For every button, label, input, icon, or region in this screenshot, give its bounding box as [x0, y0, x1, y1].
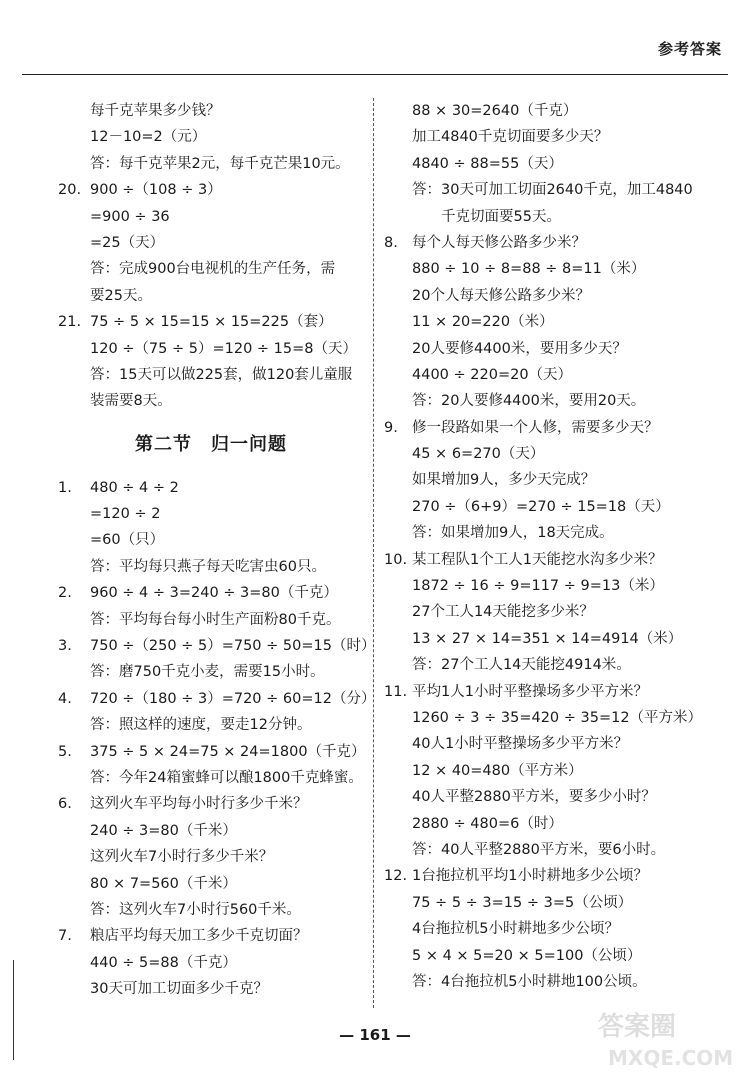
answer-line: [384, 863, 730, 889]
question-number: 1.: [58, 479, 72, 496]
answer-text: 粮店平均每天加工多少千克切面？: [90, 928, 308, 945]
header-rule: [22, 74, 728, 75]
answer-text: 答：这列火车7小时行560千米。: [90, 901, 301, 918]
answer-line: [384, 837, 730, 863]
answer-text: 12 × 40=480（平方米）: [412, 762, 583, 779]
answer-text: 880 ÷ 10 ÷ 8=88 ÷ 8=11（米）: [412, 261, 646, 278]
answer-line: [384, 547, 730, 573]
section-heading: 第二节 归一问题: [135, 433, 287, 455]
answer-line: [384, 98, 730, 124]
answer-text: 每个人每天修公路多少米？: [412, 234, 586, 251]
answer-line: [58, 765, 364, 791]
answer-text: 13 × 27 × 14=351 × 14=4914（米）: [412, 630, 683, 647]
answer-line: [384, 441, 730, 467]
answer-text: 11 × 20=220（米）: [412, 314, 554, 331]
answer-text: 这列火车平均每小时行多少千米？: [90, 796, 308, 813]
answer-line: [384, 336, 730, 362]
answer-line: [58, 712, 364, 738]
answer-line: [384, 652, 730, 678]
answer-line: [58, 256, 364, 282]
answer-text: 1台拖拉机平均1小时耕地多少公顷？: [412, 868, 648, 885]
answer-text: 27个工人14天能挖多少米？: [412, 604, 594, 621]
answer-line: [58, 501, 364, 527]
answer-line: [58, 897, 364, 923]
answer-line: [384, 679, 730, 705]
answer-line: [384, 151, 730, 177]
answer-text: 480 ÷ 4 ÷ 2: [90, 479, 179, 496]
answer-text: 如果增加9人，多少天完成？: [412, 472, 596, 489]
answer-line: [384, 230, 730, 256]
answer-text: 960 ÷ 4 ÷ 3=240 ÷ 3=80（千克）: [90, 585, 338, 602]
answer-text: 20个人每天修公路多少米？: [412, 287, 590, 304]
answer-line: [58, 527, 364, 553]
answer-line: [58, 818, 364, 844]
answer-text: =60（只）: [90, 532, 165, 549]
answer-text: 答：今年24箱蜜蜂可以酿1800千克蜂蜜。: [90, 769, 363, 786]
answer-line: [384, 943, 730, 969]
answer-text: 答：4台拖拉机5小时耕地100公顷。: [412, 973, 647, 990]
answer-line: [58, 230, 364, 256]
page-header-title: 参考答案: [657, 40, 722, 58]
question-number: 9.: [384, 419, 398, 436]
answer-line: [384, 969, 730, 995]
answer-text: 这列火车7小时行多少千米？: [90, 849, 274, 866]
answer-text: 750 ÷（250 ÷ 5）=750 ÷ 50=15（时）: [90, 638, 376, 655]
answer-text: 5 × 4 × 5=20 × 5=100（公顷）: [412, 947, 642, 964]
watermark-line2: MXQE.COM: [608, 1046, 734, 1070]
question-number: 20.: [58, 182, 82, 199]
answer-line: [58, 362, 364, 388]
answer-line: [384, 309, 730, 335]
answer-text: 答：平均每台每小时生产面粉80千克。: [90, 611, 341, 628]
question-number: 5.: [58, 743, 72, 760]
answer-line: [58, 659, 364, 685]
answer-line: [384, 362, 730, 388]
answer-text: 900 ÷（108 ÷ 3）: [90, 182, 222, 199]
question-number: 10.: [384, 551, 408, 568]
answer-text: 千克切面要55天。: [412, 208, 561, 225]
margin-bar: [13, 960, 14, 1060]
answer-line: [384, 204, 730, 230]
answer-line: [384, 599, 730, 625]
answer-text: 12－10=2（元）: [90, 129, 207, 146]
answer-text: 答：每千克苹果2元，每千克芒果10元。: [90, 155, 350, 172]
answer-text: =900 ÷ 36: [90, 208, 170, 225]
answer-text: 装需要8天。: [90, 393, 172, 410]
answer-text: 答：27个工人14天能挖4914米。: [412, 657, 631, 674]
answer-line: [384, 520, 730, 546]
answer-text: 答：完成900台电视机的生产任务，需: [90, 261, 336, 278]
answer-text: 40人1小时平整操场多少平方米？: [412, 736, 629, 753]
answer-line: [384, 467, 730, 493]
question-number: 3.: [58, 638, 72, 655]
answer-line: [58, 580, 364, 606]
answer-text: 75 ÷ 5 × 15=15 × 15=225（套）: [90, 314, 333, 331]
answer-text: 某工程队1个工人1天能挖水沟多少米？: [412, 551, 663, 568]
answer-line: [384, 283, 730, 309]
answer-text: 75 ÷ 5 ÷ 3=15 ÷ 3=5（公顷）: [412, 894, 633, 911]
answer-line: [58, 204, 364, 230]
answer-line: [58, 177, 364, 203]
answer-line: [58, 309, 364, 335]
answer-text: 88 × 30=2640（千克）: [412, 103, 578, 119]
answer-line: [384, 177, 730, 203]
answer-text: 4840 ÷ 88=55（天）: [412, 155, 563, 172]
answer-text: =120 ÷ 2: [90, 506, 161, 523]
answer-line: [58, 686, 376, 712]
answer-line: [384, 388, 730, 414]
answer-text: 40人平整2880平方米，要多少小时？: [412, 789, 656, 806]
answer-text: 答：如果增加9人，18天完成。: [412, 525, 614, 542]
question-number: 7.: [58, 928, 72, 945]
answer-line: [384, 890, 730, 916]
page-number: — 161 —: [339, 1026, 411, 1044]
answer-line: [58, 791, 364, 817]
answer-text: 270 ÷（6+9）=270 ÷ 15=18（天）: [412, 498, 670, 515]
question-number: 21.: [58, 314, 82, 331]
answer-line: [58, 739, 364, 765]
answer-line: [384, 705, 730, 731]
answer-text: 4台拖拉机5小时耕地多少公顷？: [412, 921, 619, 938]
answer-line: [58, 976, 364, 1002]
answer-text: 375 ÷ 5 × 24=75 × 24=1800（千克）: [90, 743, 366, 760]
answer-line: [384, 916, 730, 942]
answer-line: [58, 336, 364, 362]
question-number: 6.: [58, 796, 72, 813]
answer-line: [384, 811, 730, 837]
answer-line: [58, 554, 364, 580]
answer-line: [58, 633, 376, 659]
answer-line: [384, 573, 730, 599]
answer-line: [384, 494, 730, 520]
column-divider: [373, 98, 374, 1008]
answer-text: 答：30天可加工切面2640千克，加工4840: [412, 182, 693, 199]
answer-line: [58, 475, 364, 501]
answer-line: [58, 950, 364, 976]
right-column: [384, 98, 730, 995]
answer-text: 45 × 6=270（天）: [412, 446, 545, 463]
answer-line: [58, 151, 364, 177]
answer-line: [58, 98, 364, 124]
answer-line: [384, 758, 730, 784]
answer-text: 答：磨750千克小麦，需要15小时。: [90, 664, 325, 681]
answer-text: 答：照这样的速度，要走12分钟。: [90, 717, 312, 734]
question-number: 8.: [384, 234, 398, 251]
answer-text: 20人要修4400米，要用多少天？: [412, 340, 627, 357]
left-column: [58, 98, 376, 1003]
answer-line: [384, 124, 730, 150]
answer-line: [58, 923, 364, 949]
answer-line: [58, 871, 364, 897]
question-number: 4.: [58, 690, 72, 707]
answer-text: 30天可加工切面多少千克？: [90, 981, 268, 998]
answer-text: 每千克苹果多少钱？: [90, 103, 221, 119]
answer-text: 240 ÷ 3=80（千米）: [90, 822, 237, 839]
answer-text: 平均1人1小时平整操场多少平方米？: [412, 683, 648, 700]
answer-text: 1872 ÷ 16 ÷ 9=117 ÷ 9=13（米）: [412, 578, 664, 595]
answer-text: 720 ÷（180 ÷ 3）=720 ÷ 60=12（分）: [90, 690, 376, 707]
answer-text: 修一段路如果一个人修，需要多少天？: [412, 419, 659, 436]
watermark-line1: 答案圈: [598, 1012, 677, 1042]
answer-line: [58, 388, 364, 414]
answer-text: 答：平均每只燕子每天吃害虫60只。: [90, 558, 326, 575]
answer-text: 120 ÷（75 ÷ 5）=120 ÷ 15=8（天）: [90, 340, 357, 357]
answer-line: [384, 731, 730, 757]
answer-text: 要25天。: [90, 287, 152, 304]
watermark-logo: [590, 1005, 740, 1073]
answer-text: 2880 ÷ 480=6（时）: [412, 815, 563, 832]
question-number: 11.: [384, 683, 408, 700]
answer-text: 答：15天可以做225套，做120套儿童服: [90, 366, 353, 383]
answer-text: =25（天）: [90, 234, 165, 251]
answer-text: 答：20人要修4400米，要用20天。: [412, 393, 646, 410]
answer-line: [384, 626, 730, 652]
answer-line: [384, 256, 730, 282]
answer-line: [58, 124, 364, 150]
answer-text: 答：40人平整2880平方米，要6小时。: [412, 841, 666, 858]
question-number: 2.: [58, 585, 72, 602]
answer-text: 440 ÷ 5=88（千克）: [90, 954, 237, 971]
question-number: 12.: [384, 868, 408, 885]
answer-text: 4400 ÷ 220=20（天）: [412, 366, 573, 383]
answer-line: [58, 283, 364, 309]
answer-text: 1260 ÷ 3 ÷ 35=420 ÷ 35=12（平方米）: [412, 709, 703, 726]
answer-line: [58, 607, 364, 633]
answer-text: 80 × 7=560（千米）: [90, 875, 237, 892]
answer-line: [384, 415, 730, 441]
answer-text: 加工4840千克切面要多少天？: [412, 129, 609, 146]
answer-line: [384, 784, 730, 810]
answer-line: [58, 844, 364, 870]
